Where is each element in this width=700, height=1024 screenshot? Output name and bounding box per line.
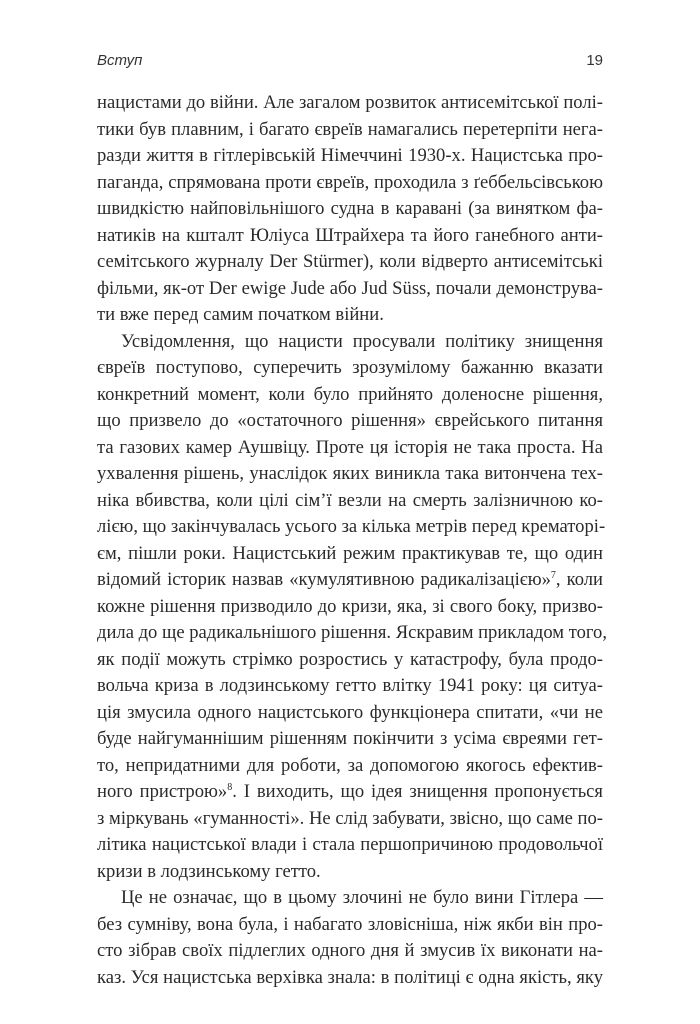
line-text: паганда, спрямована проти євреїв, проходила з ґеббельсівською	[97, 171, 603, 193]
running-title: Вступ	[97, 52, 143, 69]
text-line	[97, 832, 603, 859]
line-text: літика нацистської влади і стала першопричиною продовольчої	[97, 834, 603, 855]
line-text: разди життя в гітлерівській Німеччині 1930-х. Нацистська про-	[97, 145, 603, 166]
line-text: як події можуть стрімко розростись у катастрофу, була продо-	[97, 648, 603, 670]
line-text: натиків на кшталт Юліуса Штрайхера та його ганебного анти-	[97, 224, 603, 246]
text-line	[97, 461, 603, 488]
line-text: . І виходить, що ідея знищення пропонується	[232, 781, 603, 802]
line-text: відомий історик назвав «кумулятивною радикалізацією»	[97, 569, 551, 590]
line-text: нацистами до війни. Але загалом розвиток антисемітської полі-	[97, 92, 603, 113]
text-line	[97, 302, 603, 329]
line-text: Усвідомлення, що нацисти просували політику знищення	[121, 330, 603, 352]
text-line	[97, 965, 603, 992]
text-line	[97, 249, 603, 276]
line-text: тики був плавним, і багато євреїв намагались перетерпіти нега-	[97, 118, 603, 140]
text-line	[97, 779, 603, 806]
text-line	[97, 885, 603, 912]
body-text	[97, 90, 607, 991]
line-text: лією, що закінчувалась усього за кілька метрів перед крематорі-	[97, 516, 606, 537]
line-text: ного пристрою»	[97, 781, 228, 802]
text-line	[97, 90, 603, 117]
paragraph	[97, 885, 603, 991]
text-line	[97, 594, 603, 621]
line-text: єм, пішли роки. Нацистський режим практикував те, що один	[97, 542, 603, 564]
line-text: ухвалення рішень, унаслідок яких виникла така витончена тех-	[97, 463, 603, 484]
line-text: то, непридатними для роботи, за допомогою якогось ефектив-	[97, 754, 603, 776]
line-text: буде найгуманнішим рішенням покінчити з усіма євреями гет-	[97, 728, 603, 749]
line-text: кожне рішення призводило до кризи, яка, зі свого боку, призво-	[97, 595, 603, 617]
text-line	[97, 170, 603, 197]
text-line	[97, 647, 603, 674]
text-line	[97, 408, 603, 435]
text-line	[97, 143, 603, 170]
line-text: фільми, як-от Der ewige Jude або Jud Süss, почали демонструва-	[97, 277, 603, 299]
text-line	[97, 117, 603, 144]
text-line	[97, 753, 603, 780]
line-text: кризи в лодзинському гетто.	[97, 860, 321, 882]
line-text: ти вже перед самим початком війни.	[97, 304, 384, 325]
text-line	[97, 726, 603, 753]
text-line	[97, 196, 603, 223]
text-line	[97, 938, 603, 965]
line-text: , коли	[555, 569, 604, 590]
text-line	[97, 567, 603, 594]
line-text: сто зібрав своїх підлеглих одного дня й змусив їх виконати на-	[97, 940, 603, 961]
footnote-marker[interactable]: 7	[550, 570, 556, 581]
line-text: ніка вбивства, коли цілі сім’ї везли на смерть залізничною ко-	[97, 489, 603, 511]
line-text: каз. Уся нацистська верхівка знала: в політиці є одна якість, яку	[97, 966, 603, 988]
text-line	[97, 223, 603, 250]
line-text: вольча криза в лодзинському гетто влітку 1941 року: ця ситуа-	[97, 675, 603, 696]
text-line	[97, 276, 603, 303]
line-text: ція змусила одного нацистського функціонера спитати, «чи не	[97, 701, 603, 723]
text-line	[97, 673, 603, 700]
text-line	[97, 355, 603, 382]
text-line	[97, 435, 603, 462]
text-line	[97, 514, 606, 541]
text-line	[97, 541, 603, 568]
text-line	[97, 620, 607, 647]
line-text: без сумніву, вона була, і набагато зловісніша, ніж якби він про-	[97, 913, 603, 935]
line-text: дила до ще радикальнішого рішення. Яскравим прикладом того,	[97, 622, 607, 643]
line-text: швидкістю найповільнішого судна в каравані (за винятком фа-	[97, 198, 603, 219]
line-text: Це не означає, що в цьому злочині не було вини Гітлера —	[121, 887, 603, 908]
text-line	[97, 329, 603, 356]
text-line	[97, 700, 603, 727]
text-line	[97, 859, 603, 886]
line-text: конкретний момент, коли було прийнято доленосне рішення,	[97, 383, 603, 405]
text-line	[97, 382, 603, 409]
line-text: що призвело до «остаточного рішення» єврейського питання	[97, 410, 603, 431]
text-line	[97, 912, 603, 939]
footnote-marker[interactable]: 8	[227, 782, 233, 793]
page-header	[97, 52, 603, 72]
page-number: 19	[586, 52, 603, 69]
line-text: семітського журналу Der Stürmer), коли відверто антисемітські	[97, 251, 603, 272]
line-text: євреїв поступово, суперечить зрозумілому бажанню вказати	[97, 357, 603, 378]
line-text: з міркувань «гуманності». Не слід забувати, звісно, що саме по-	[97, 807, 603, 829]
paragraph	[97, 90, 603, 329]
text-line	[97, 806, 603, 833]
line-text: та газових камер Аушвіцу. Проте ця історія не така проста. На	[97, 436, 603, 458]
paragraph	[97, 329, 607, 886]
text-line	[97, 488, 603, 515]
